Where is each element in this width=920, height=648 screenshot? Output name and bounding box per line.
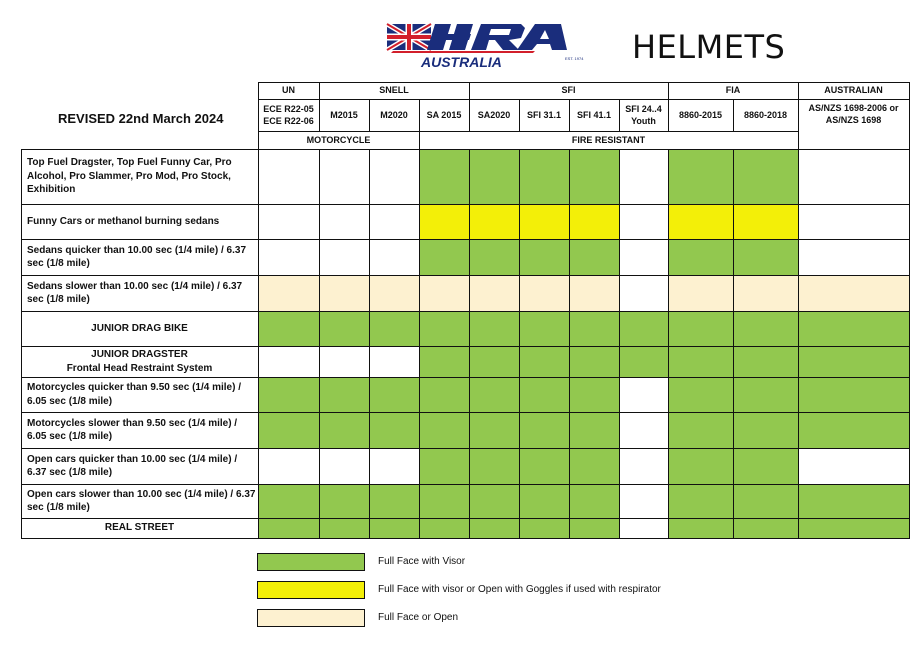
subgroup-header: MOTORCYCLE bbox=[306, 134, 371, 145]
group-header: SFI bbox=[561, 85, 576, 96]
status-cell bbox=[319, 149, 370, 205]
status-cell bbox=[369, 518, 420, 539]
standard-header: SA2020 bbox=[477, 109, 511, 120]
status-cell bbox=[798, 149, 910, 205]
status-cell bbox=[469, 518, 520, 539]
status-cell bbox=[569, 484, 620, 519]
status-cell bbox=[733, 448, 799, 485]
legend-swatch bbox=[257, 581, 365, 599]
status-cell bbox=[419, 518, 470, 539]
subgroup-header: FIRE RESISTANT bbox=[571, 134, 646, 145]
status-cell bbox=[733, 377, 799, 413]
status-cell bbox=[369, 311, 420, 347]
status-cell bbox=[798, 518, 910, 539]
row-label: Top Fuel Dragster, Top Fuel Funny Car, Pro Alcohol, Pro Slammer, Pro Mod, Pro Stock, Exhibition bbox=[27, 157, 232, 196]
status-cell bbox=[319, 484, 370, 519]
status-cell bbox=[798, 346, 910, 378]
status-cell bbox=[369, 149, 420, 205]
standard-header: SFI 41.1 bbox=[576, 109, 612, 120]
status-cell bbox=[619, 412, 669, 449]
status-cell bbox=[469, 311, 520, 347]
status-cell bbox=[798, 239, 910, 276]
status-cell bbox=[419, 346, 470, 378]
status-cell bbox=[319, 412, 370, 449]
status-cell bbox=[469, 149, 520, 205]
status-cell bbox=[519, 311, 570, 347]
status-cell bbox=[519, 239, 570, 276]
status-cell bbox=[798, 484, 910, 519]
status-cell bbox=[619, 518, 669, 539]
row-label: Funny Cars or methanol burning sedans bbox=[27, 215, 220, 227]
status-cell bbox=[733, 311, 799, 347]
status-cell bbox=[258, 518, 320, 539]
status-cell bbox=[798, 204, 910, 240]
status-cell bbox=[319, 239, 370, 276]
page-title: HELMETS bbox=[632, 28, 786, 66]
standard-header: SFI 31.1 bbox=[526, 109, 562, 120]
status-cell bbox=[668, 346, 734, 378]
status-cell bbox=[569, 204, 620, 240]
status-cell bbox=[258, 204, 320, 240]
nhra-australia-logo bbox=[385, 18, 600, 74]
status-cell bbox=[369, 448, 420, 485]
status-cell bbox=[419, 448, 470, 485]
legend-label: Full Face or Open bbox=[378, 612, 459, 623]
standard-header: M2020 bbox=[380, 109, 408, 120]
revised-date: REVISED 22nd March 2024 bbox=[58, 111, 224, 126]
status-cell bbox=[419, 311, 470, 347]
status-cell bbox=[733, 239, 799, 276]
status-cell bbox=[369, 239, 420, 276]
row-label: Sedans slower than 10.00 sec (1/4 mile) / 6.37 sec (1/8 mile) bbox=[27, 280, 243, 305]
status-cell bbox=[369, 412, 420, 449]
status-cell bbox=[619, 311, 669, 347]
status-cell bbox=[258, 311, 320, 347]
status-cell bbox=[469, 204, 520, 240]
status-cell bbox=[619, 377, 669, 413]
status-cell bbox=[733, 412, 799, 449]
status-cell bbox=[569, 448, 620, 485]
status-cell bbox=[798, 275, 910, 312]
status-cell bbox=[569, 239, 620, 276]
status-cell bbox=[798, 448, 910, 485]
status-cell bbox=[733, 275, 799, 312]
status-cell bbox=[319, 518, 370, 539]
status-cell bbox=[619, 484, 669, 519]
status-cell bbox=[668, 311, 734, 347]
status-cell bbox=[419, 484, 470, 519]
status-cell bbox=[619, 448, 669, 485]
status-cell bbox=[419, 204, 470, 240]
status-cell bbox=[619, 149, 669, 205]
logo-australia-text: AUSTRALIA bbox=[421, 54, 502, 70]
row-label: Open cars slower than 10.00 sec (1/4 mile) / 6.37 sec (1/8 mile) bbox=[27, 488, 256, 513]
status-cell bbox=[258, 412, 320, 449]
status-cell bbox=[569, 346, 620, 378]
status-cell bbox=[319, 448, 370, 485]
status-cell bbox=[419, 239, 470, 276]
status-cell bbox=[798, 311, 910, 347]
status-cell bbox=[319, 377, 370, 413]
status-cell bbox=[569, 377, 620, 413]
status-cell bbox=[369, 275, 420, 312]
status-cell bbox=[419, 377, 470, 413]
status-cell bbox=[469, 377, 520, 413]
status-cell bbox=[469, 484, 520, 519]
status-cell bbox=[519, 412, 570, 449]
status-cell bbox=[668, 239, 734, 276]
standard-header: AS/NZS 1698-2006 or AS/NZS 1698 bbox=[808, 102, 899, 125]
status-cell bbox=[258, 484, 320, 519]
row-label: JUNIOR DRAGSTER Frontal Head Restraint System bbox=[66, 349, 213, 374]
row-label: REAL STREET bbox=[104, 522, 175, 534]
status-cell bbox=[733, 149, 799, 205]
standard-header: 8860-2015 bbox=[678, 109, 723, 120]
status-cell bbox=[319, 275, 370, 312]
status-cell bbox=[369, 346, 420, 378]
status-cell bbox=[519, 346, 570, 378]
status-cell bbox=[419, 275, 470, 312]
status-cell bbox=[469, 448, 520, 485]
group-header: SNELL bbox=[379, 85, 409, 96]
group-header: UN bbox=[282, 85, 295, 96]
status-cell bbox=[619, 346, 669, 378]
status-cell bbox=[258, 275, 320, 312]
status-cell bbox=[258, 239, 320, 276]
status-cell bbox=[668, 275, 734, 312]
legend-label: Full Face with visor or Open with Goggles if used with respirator bbox=[378, 584, 661, 595]
standard-header: M2015 bbox=[330, 109, 358, 120]
status-cell bbox=[668, 412, 734, 449]
status-cell bbox=[668, 377, 734, 413]
status-cell bbox=[668, 518, 734, 539]
status-cell bbox=[619, 204, 669, 240]
status-cell bbox=[319, 204, 370, 240]
row-label: Open cars quicker than 10.00 sec (1/4 mile) / 6.37 sec (1/8 mile) bbox=[27, 453, 238, 478]
row-label: Motorcycles slower than 9.50 sec (1/4 mile) / 6.05 sec (1/8 mile) bbox=[27, 417, 238, 442]
status-cell bbox=[519, 448, 570, 485]
status-cell bbox=[469, 239, 520, 276]
standard-header: 8860-2018 bbox=[743, 109, 788, 120]
status-cell bbox=[469, 346, 520, 378]
status-cell bbox=[733, 346, 799, 378]
status-cell bbox=[258, 377, 320, 413]
status-cell bbox=[519, 484, 570, 519]
status-cell bbox=[519, 204, 570, 240]
status-cell bbox=[469, 275, 520, 312]
status-cell bbox=[569, 149, 620, 205]
status-cell bbox=[569, 518, 620, 539]
row-label: JUNIOR DRAG BIKE bbox=[91, 322, 188, 334]
legend-swatch bbox=[257, 553, 365, 571]
status-cell bbox=[569, 412, 620, 449]
status-cell bbox=[798, 412, 910, 449]
status-cell bbox=[519, 149, 570, 205]
status-cell bbox=[733, 518, 799, 539]
status-cell bbox=[569, 311, 620, 347]
status-cell bbox=[619, 239, 669, 276]
status-cell bbox=[668, 448, 734, 485]
group-header: AUSTRALIAN bbox=[824, 85, 883, 96]
legend-swatch bbox=[257, 609, 365, 627]
standard-header: SFI 24..4 Youth bbox=[625, 103, 662, 126]
status-cell bbox=[668, 149, 734, 205]
row-label: Motorcycles quicker than 9.50 sec (1/4 mile) / 6.05 sec (1/8 mile) bbox=[27, 382, 241, 407]
row-label: Sedans quicker than 10.00 sec (1/4 mile) / 6.37 sec (1/8 mile) bbox=[27, 244, 246, 269]
status-cell bbox=[668, 204, 734, 240]
status-cell bbox=[469, 412, 520, 449]
status-cell bbox=[519, 275, 570, 312]
status-cell bbox=[569, 275, 620, 312]
status-cell bbox=[519, 377, 570, 413]
status-cell bbox=[258, 149, 320, 205]
standard-header: ECE R22-05 ECE R22-06 bbox=[263, 103, 314, 126]
status-cell bbox=[258, 346, 320, 378]
status-cell bbox=[369, 377, 420, 413]
group-header: FIA bbox=[725, 85, 741, 96]
status-cell bbox=[419, 412, 470, 449]
status-cell bbox=[419, 149, 470, 205]
status-cell bbox=[798, 377, 910, 413]
status-cell bbox=[319, 346, 370, 378]
status-cell bbox=[519, 518, 570, 539]
legend-label: Full Face with Visor bbox=[378, 556, 466, 567]
status-cell bbox=[319, 311, 370, 347]
status-cell bbox=[668, 484, 734, 519]
status-cell bbox=[369, 484, 420, 519]
status-cell bbox=[733, 484, 799, 519]
standard-header: SA 2015 bbox=[426, 109, 462, 120]
status-cell bbox=[258, 448, 320, 485]
svg-text:EST. 1974: EST. 1974 bbox=[565, 56, 584, 61]
status-cell bbox=[369, 204, 420, 240]
status-cell bbox=[619, 275, 669, 312]
status-cell bbox=[733, 204, 799, 240]
